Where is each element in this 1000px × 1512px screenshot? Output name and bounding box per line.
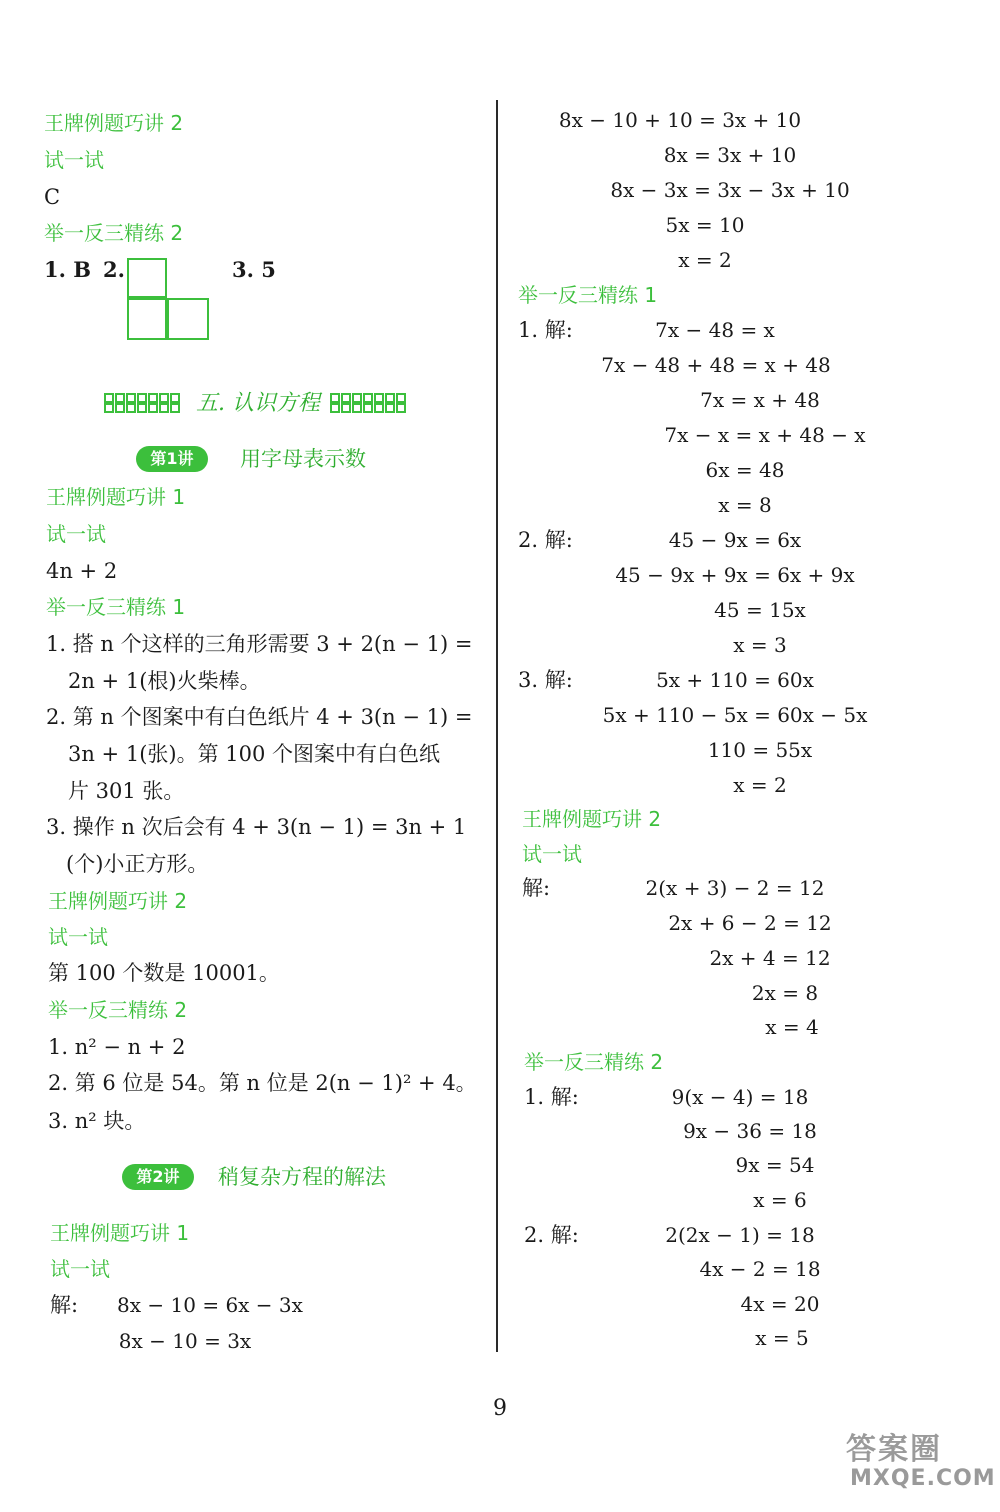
- section-heading: 举一反三精练 2: [48, 998, 188, 1022]
- section-heading: 王牌例题巧讲 2: [44, 111, 184, 135]
- lesson-title: 用字母表示数: [240, 447, 366, 471]
- equation-line: x = 3: [733, 633, 787, 657]
- equation-line: 9x − 36 = 18: [683, 1119, 817, 1143]
- answer-text: 2. 第 n 个图案中有白色纸片 4 + 3(n − 1) =: [46, 705, 473, 729]
- equation-line: 2(2x − 1) = 18: [665, 1223, 815, 1247]
- answer-text: 片 301 张。: [68, 779, 185, 803]
- unit-title: 五. 认识方程: [196, 391, 320, 416]
- answer-text: C: [44, 185, 61, 209]
- page-number: 9: [493, 1396, 507, 1421]
- equation-line: 5x + 110 = 60x: [656, 668, 814, 692]
- equation-line: 8x − 10 + 10 = 3x + 10: [558, 108, 802, 132]
- equation-line: 9x = 54: [735, 1153, 815, 1177]
- answer-text: 3. 操作 n 次后会有 4 + 3(n − 1) = 3n + 1: [46, 815, 467, 839]
- answer-text: 3n + 1(张)。第 100 个图案中有白色纸: [68, 742, 441, 766]
- section-heading: 举一反三精练 1: [46, 595, 186, 619]
- solution-label: 2. 解:: [524, 1223, 579, 1247]
- section-heading: 试一试: [50, 1257, 110, 1281]
- equation-line: 8x − 10 = 3x: [118, 1329, 252, 1353]
- answer-text: 2. 第 6 位是 54。第 n 位是 2(n − 1)² + 4。: [48, 1071, 477, 1095]
- equation-line: 2x + 6 − 2 = 12: [668, 911, 832, 935]
- answer-text: 2n + 1(根)火柴棒。: [68, 669, 261, 693]
- equation-line: 7x − 48 + 48 = x + 48: [601, 353, 831, 377]
- equation-line: 5x = 10: [665, 213, 745, 237]
- equation-line: 2x = 8: [751, 981, 819, 1005]
- solution-label: 解:: [50, 1293, 79, 1317]
- unit-decoration-right: [330, 393, 412, 413]
- section-heading: 王牌例题巧讲 1: [50, 1221, 190, 1245]
- solution-label: 解:: [522, 876, 551, 900]
- section-heading: 试一试: [44, 148, 104, 172]
- equation-line: 2x + 4 = 12: [709, 946, 831, 970]
- equation-line: 7x − 48 = x: [655, 318, 775, 342]
- equation-line: 8x − 3x = 3x − 3x + 10: [610, 178, 850, 202]
- section-heading: 举一反三精练 2: [524, 1050, 664, 1074]
- equation-line: x = 2: [678, 248, 732, 272]
- answer-text: (个)小正方形。: [66, 852, 209, 876]
- answer-text: 4n + 2: [46, 559, 118, 583]
- section-heading: 王牌例题巧讲 1: [46, 485, 186, 509]
- solution-label: 1. 解:: [518, 318, 573, 342]
- lesson-title: 稍复杂方程的解法: [218, 1165, 386, 1189]
- section-heading: 王牌例题巧讲 2: [522, 807, 662, 831]
- solution-label: 2. 解:: [518, 528, 573, 552]
- section-heading: 举一反三精练 2: [44, 221, 184, 245]
- answer-text: 第 100 个数是 10001。: [48, 961, 280, 985]
- watermark-logo: 答案圈: [846, 1432, 942, 1467]
- equation-line: 8x − 10 = 6x − 3x: [117, 1293, 303, 1317]
- watermark-url: MXQE.COM: [850, 1466, 996, 1491]
- section-heading: 举一反三精练 1: [518, 283, 658, 307]
- section-heading: 试一试: [48, 925, 108, 949]
- answer-text: 3. n² 块。: [48, 1109, 146, 1133]
- equation-line: 7x = x + 48: [700, 388, 820, 412]
- answer-text: 1. n² − n + 2: [48, 1035, 186, 1059]
- equation-line: x = 4: [765, 1015, 819, 1039]
- equation-line: 8x = 3x + 10: [663, 143, 797, 167]
- equation-line: x = 6: [753, 1188, 807, 1212]
- unit-decoration-left: [104, 393, 186, 413]
- solution-label: 1. 解:: [524, 1085, 579, 1109]
- equation-line: 45 − 9x = 6x: [668, 528, 802, 552]
- equation-line: 5x + 110 − 5x = 60x − 5x: [602, 703, 868, 727]
- equation-line: 45 − 9x + 9x = 6x + 9x: [615, 563, 855, 587]
- lesson-badge: 第2讲: [122, 1164, 194, 1190]
- section-heading: 王牌例题巧讲 2: [48, 889, 188, 913]
- lesson-badge: 第1讲: [136, 446, 208, 472]
- equation-line: 4x − 2 = 18: [699, 1257, 821, 1281]
- equation-line: x = 2: [733, 773, 787, 797]
- solution-label: 3. 解:: [518, 668, 573, 692]
- equation-line: 4x = 20: [740, 1292, 820, 1316]
- equation-line: 6x = 48: [705, 458, 785, 482]
- section-heading: 试一试: [46, 522, 106, 546]
- equation-line: 9(x − 4) = 18: [671, 1085, 809, 1109]
- answer-text: 3. 5: [232, 257, 276, 282]
- section-heading: 试一试: [522, 842, 582, 866]
- equation-line: x = 5: [755, 1326, 809, 1350]
- equation-line: 7x − x = x + 48 − x: [664, 423, 866, 447]
- equation-line: 2(x + 3) − 2 = 12: [645, 876, 825, 900]
- equation-line: x = 8: [718, 493, 772, 517]
- equation-line: 110 = 55x: [707, 738, 813, 762]
- answer-text: 1. 搭 n 个这样的三角形需要 3 + 2(n − 1) =: [46, 632, 473, 656]
- answer-text: 2.: [103, 257, 125, 282]
- column-divider: [496, 100, 498, 1352]
- answer-text: 1. B: [44, 257, 91, 282]
- equation-line: 45 = 15x: [714, 598, 806, 622]
